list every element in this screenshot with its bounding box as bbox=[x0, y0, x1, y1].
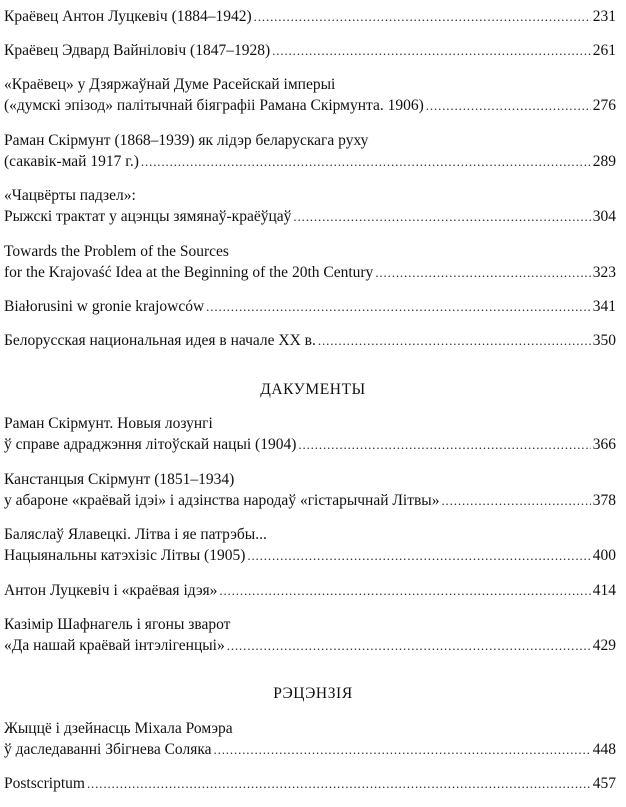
toc-entry bbox=[4, 241, 616, 283]
leader-dots bbox=[375, 262, 590, 283]
entry-title-line: «Да нашай краёвай інтэлігенцыі» bbox=[4, 637, 225, 654]
leader-dots bbox=[272, 40, 591, 61]
entry-title-line: («думскі эпізод» палітычнай біяграфіі Рамана Скірмунта. 1906) bbox=[4, 97, 424, 114]
toc-entry bbox=[4, 773, 616, 794]
entry-title-line: Рыжскі трактат у ацэнцы зямянаў-краёўцаў bbox=[4, 208, 292, 225]
entry-title-line: Раман Скірмунт (1868–1939) як лідэр беларускага руху bbox=[4, 132, 369, 149]
toc-entry bbox=[4, 413, 616, 455]
leader-dots bbox=[426, 95, 591, 116]
leader-dots bbox=[214, 739, 591, 760]
toc-entry bbox=[4, 524, 616, 566]
section-heading-documents: ДАКУМЕНТЫ bbox=[260, 381, 366, 398]
leader-dots bbox=[298, 434, 590, 455]
page-number: 323 bbox=[592, 264, 616, 281]
page-number: 429 bbox=[592, 637, 616, 654]
page-number: 231 bbox=[592, 8, 616, 25]
toc-entry bbox=[4, 718, 616, 760]
leader-dots bbox=[206, 296, 591, 317]
leader-dots bbox=[441, 490, 590, 511]
toc-entry bbox=[4, 40, 616, 61]
entry-title-line: Белорусская национальная идея в начале XX в. bbox=[4, 332, 316, 349]
leader-dots bbox=[293, 206, 590, 227]
entry-title-line: Нацыянальны катэхізіс Літвы (1905) bbox=[4, 547, 246, 564]
entry-title-line: Раман Скірмунт. Новыя лозунгі bbox=[4, 415, 213, 432]
toc-entry bbox=[4, 330, 616, 351]
leader-dots bbox=[87, 773, 591, 794]
page-number: 366 bbox=[592, 436, 616, 453]
toc-entry bbox=[4, 296, 616, 317]
entry-title-line: Краёвец Эдвард Вайніловіч (1847–1928) bbox=[4, 42, 271, 59]
toc-entry bbox=[4, 614, 616, 656]
entry-title-line: у абароне «краёвай ідэі» і адзінства народаў «гістарычнай Літвы» bbox=[4, 492, 440, 509]
entry-title-line: Антон Луцкевіч і «краёвая ідэя» bbox=[4, 582, 218, 599]
entry-title-line: ў справе адраджэння літоўскай нацыі (1904) bbox=[4, 436, 297, 453]
page-number: 400 bbox=[592, 547, 616, 564]
page-number: 341 bbox=[592, 298, 616, 315]
toc-entry bbox=[4, 6, 616, 27]
entry-title-line: Казімір Шафнагель і ягоны зварот bbox=[4, 616, 231, 633]
toc-entry bbox=[4, 580, 616, 601]
toc-entry bbox=[4, 74, 616, 116]
leader-dots bbox=[227, 635, 591, 656]
toc-entry bbox=[4, 130, 616, 172]
leader-dots bbox=[247, 545, 590, 566]
leader-dots bbox=[219, 580, 590, 601]
page-number: 448 bbox=[592, 741, 616, 758]
leader-dots bbox=[318, 330, 591, 351]
page-number: 261 bbox=[592, 42, 616, 59]
entry-title-line: for the Krajovaść Idea at the Beginning of the 20th Century bbox=[4, 264, 374, 281]
entry-title-line: Канстанцыя Скірмунт (1851–1934) bbox=[4, 471, 235, 488]
page-number: 304 bbox=[592, 208, 616, 225]
entry-title-line: Жыццё і дзейнасць Міхала Ромэра bbox=[4, 720, 233, 737]
entry-title-line: Краёвец Антон Луцкевіч (1884–1942) bbox=[4, 8, 252, 25]
toc-entry bbox=[4, 469, 616, 511]
entry-title-line: «Краёвец» у Дзяржаўнай Думе Расейскай імперыі bbox=[4, 76, 336, 93]
entry-title-line: «Чацвёрты падзел»: bbox=[4, 187, 136, 204]
page-number: 457 bbox=[592, 775, 616, 792]
entry-title-line: Towards the Problem of the Sources bbox=[4, 243, 229, 260]
section-heading-review: РЭЦЭНЗІЯ bbox=[273, 685, 353, 702]
page-number: 276 bbox=[592, 97, 616, 114]
page-number: 378 bbox=[592, 492, 616, 509]
entry-title-line: (сакавік-май 1917 г.) bbox=[4, 153, 139, 170]
entry-title-line: ў даследаванні Збігнева Соляка bbox=[4, 741, 212, 758]
page-number: 289 bbox=[592, 153, 616, 170]
page-number: 350 bbox=[592, 332, 616, 349]
toc-entry bbox=[4, 185, 616, 227]
entry-title-line: Баляслаў Ялавецкі. Літва і яе патрэбы... bbox=[4, 526, 267, 543]
page-number: 414 bbox=[592, 582, 616, 599]
entry-title-line: Postscriptum bbox=[4, 775, 85, 792]
entry-title-line: Białorusini w gronie krajowców bbox=[4, 298, 205, 315]
leader-dots bbox=[141, 151, 591, 172]
leader-dots bbox=[254, 6, 591, 27]
